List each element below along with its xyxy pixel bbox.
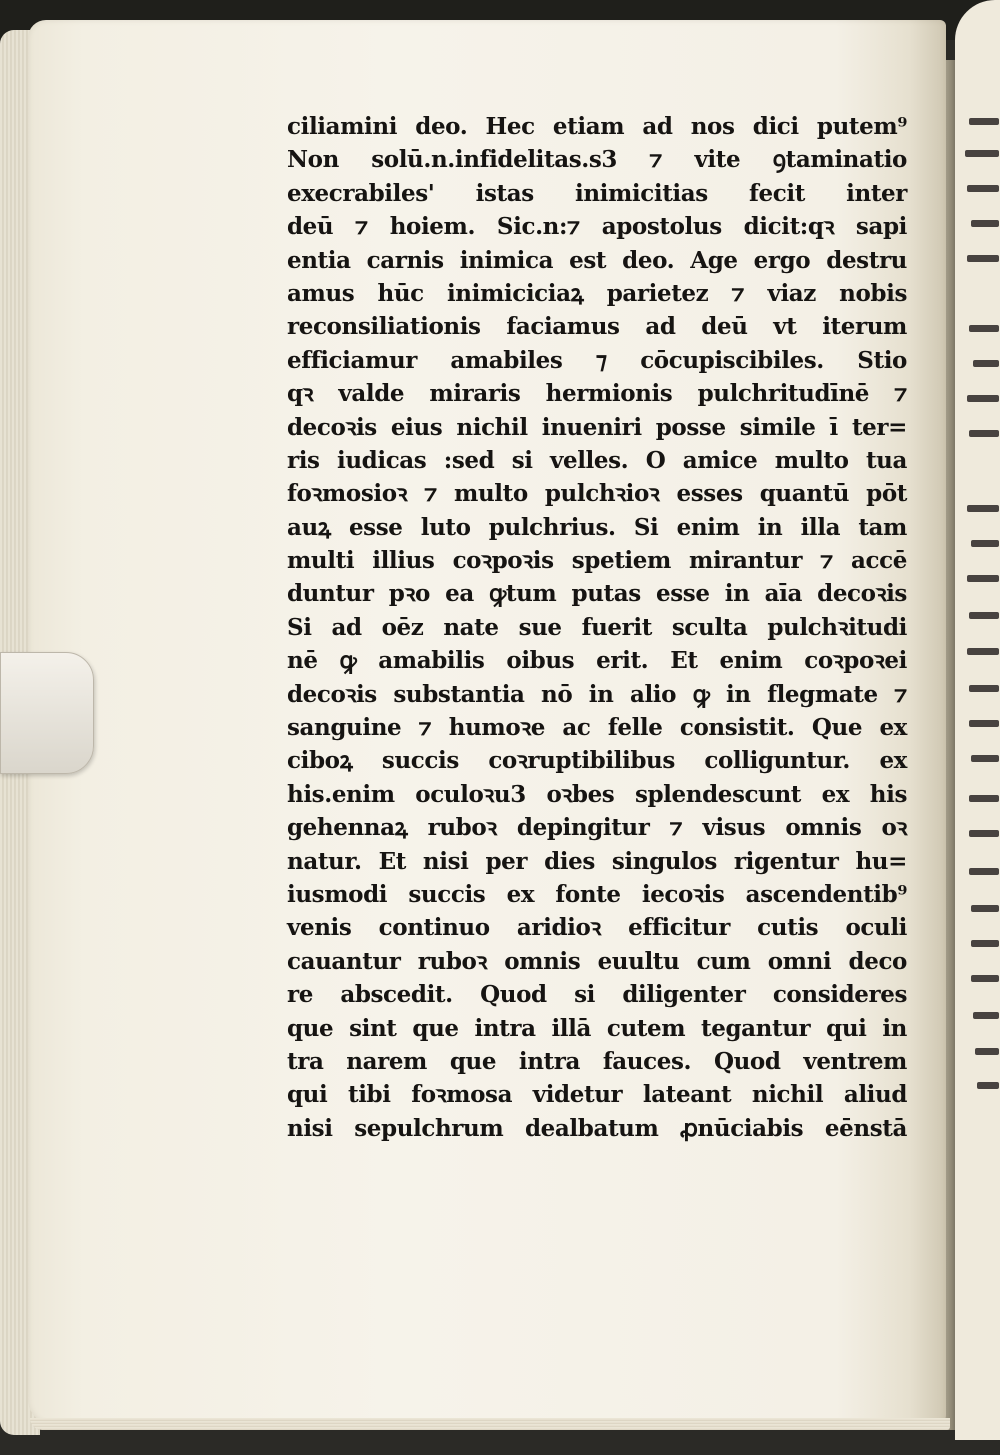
- text-line: nisi sepulchrum dealbatum ꝓnūciabis eēnstā: [287, 1114, 907, 1142]
- text-line: qꝛ valde miraris hermionis pulchritudīnē ⁊: [287, 380, 907, 408]
- text-line: re abscedit. Quod si diligenter consideres: [287, 981, 907, 1009]
- facing-text-fragment: [969, 430, 999, 437]
- facing-text-fragment: [975, 1048, 999, 1055]
- text-line: Si ad oēz nate sue fuerit sculta pulchꝛitudi: [287, 613, 907, 641]
- page-text-block: [287, 110, 907, 1145]
- facing-text-fragment: [971, 940, 999, 947]
- text-line: deū ⁊ hoiem. Sic.n:⁊ apostolus dicit:qꝛ sapi: [287, 213, 907, 241]
- facing-text-fragment: [967, 185, 999, 192]
- facing-text-fragment: [973, 360, 999, 367]
- facing-text-fragment: [965, 150, 999, 157]
- text-line: efficiamur amabiles ⁊ cōcupiscibiles. Stio: [287, 346, 907, 374]
- facing-text-fragment: [969, 830, 999, 837]
- text-line: cauantur ruboꝛ omnis euultu cum omni deco: [287, 947, 907, 975]
- text-line: Non solū.n.infidelitas.s3 ⁊ vite ꝯtaminatio: [287, 146, 907, 174]
- facing-text-fragment: [971, 540, 999, 547]
- text-line: foꝛmosioꝛ ⁊ multo pulchꝛioꝛ esses quantū pōt: [287, 480, 907, 508]
- text-line: reconsiliationis faciamus ad deū vt iterum: [287, 313, 907, 341]
- facing-text-fragment: [967, 575, 999, 582]
- text-line: his.enim oculoꝛu3 oꝛbes splendescunt ex his: [287, 780, 907, 808]
- facing-text-fragment: [967, 648, 999, 655]
- text-line: iusmodi succis ex fonte iecoꝛis ascendentib⁹: [287, 880, 907, 908]
- facing-text-fragment: [967, 255, 999, 262]
- text-line: multi illius coꝛpoꝛis spetiem mirantur ⁊ accē: [287, 547, 907, 575]
- facing-page-edge: [955, 0, 1000, 1440]
- text-line: que sint que intra illā cutem tegantur qui in: [287, 1014, 907, 1042]
- text-line: nē ꝙ amabilis oibus erit. Et enim coꝛpoꝛei: [287, 647, 907, 675]
- text-line: venis continuo aridioꝛ efficitur cutis oculi: [287, 914, 907, 942]
- facing-text-fragment: [969, 795, 999, 802]
- text-line: sanguine ⁊ humoꝛe ac felle consistit. Que ex: [287, 714, 907, 742]
- page-clip: [0, 652, 94, 774]
- facing-text-fragment: [969, 720, 999, 727]
- text-line: natur. Et nisi per dies singulos rigentur hu=: [287, 847, 907, 875]
- page-edges-bottom: [30, 1418, 950, 1430]
- text-line: tra narem que intra fauces. Quod ventrem: [287, 1047, 907, 1075]
- text-line: ciboꝝ succis coꝛruptibilibus colliguntur. ex: [287, 747, 907, 775]
- text-line: auꝝ esse luto pulchrius. Si enim in illa tam: [287, 513, 907, 541]
- facing-text-fragment: [967, 505, 999, 512]
- text-line: ciliamini deo. Hec etiam ad nos dici putem⁹: [287, 113, 907, 140]
- text-line: duntur pꝛo ea ꝙtum putas esse in aīa decoꝛis: [287, 580, 907, 608]
- facing-text-fragment: [969, 685, 999, 692]
- facing-text-fragment: [969, 325, 999, 332]
- facing-text-fragment: [973, 1012, 999, 1019]
- text-line: qui tibi foꝛmosa videtur lateant nichil aliud: [287, 1081, 907, 1109]
- facing-text-fragment: [977, 1082, 999, 1089]
- facing-text-fragment: [971, 220, 999, 227]
- book-page: [28, 20, 946, 1425]
- facing-text-fragment: [969, 868, 999, 875]
- text-line: decoꝛis eius nichil inueniri posse simile ī ter=: [287, 413, 907, 441]
- text-line: gehennaꝝ ruboꝛ depingitur ⁊ visus omnis oꝛ: [287, 814, 907, 842]
- facing-text-fragment: [971, 975, 999, 982]
- text-line: entia carnis inimica est deo. Age ergo destru: [287, 246, 907, 274]
- facing-text-fragment: [969, 118, 999, 125]
- text-line: decoꝛis substantia nō in alio ꝙ in flegmate ⁊: [287, 680, 907, 708]
- facing-text-fragment: [971, 905, 999, 912]
- facing-text-fragment: [969, 612, 999, 619]
- text-line: amus hūc inimiciciaꝝ parietez ⁊ viaz nobis: [287, 279, 907, 307]
- text-line: execrabiles' istas inimicitias fecit inter: [287, 179, 907, 207]
- facing-text-fragment: [967, 395, 999, 402]
- facing-text-fragment: [971, 755, 999, 762]
- text-line: ris iudicas :sed si velles. O amice multo tua: [287, 446, 907, 474]
